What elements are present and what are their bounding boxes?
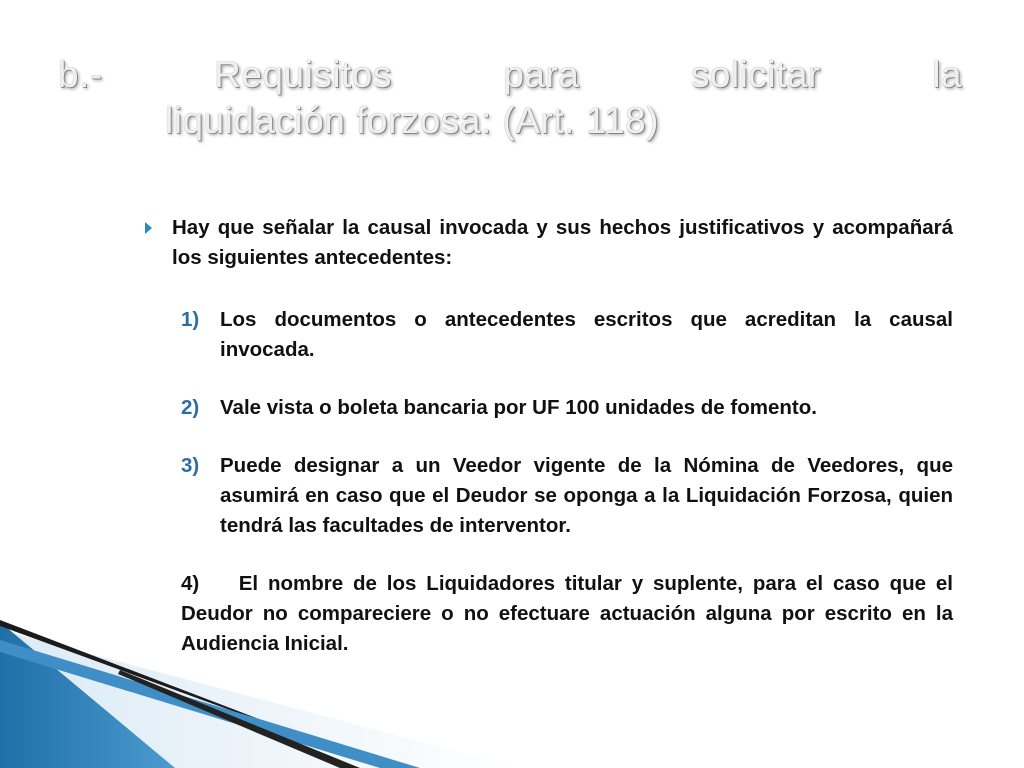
title-word: Requisitos — [214, 54, 392, 95]
slide-title — [58, 52, 962, 144]
numbered-item-2 — [181, 393, 953, 423]
numbered-item-3 — [181, 451, 953, 541]
item-number: 2) — [181, 396, 200, 419]
item-text: Los documentos o antecedentes escritos que acreditan la causal invocada. — [220, 308, 953, 361]
numbered-item-1 — [181, 305, 953, 365]
item-number: 3) — [181, 454, 200, 477]
title-prefix: b.- — [58, 54, 103, 95]
bullet-text: Hay que señalar la causal invocada y sus hechos justificativos y acompañará los siguientes antecedentes: — [172, 216, 953, 269]
item-number: 1) — [181, 308, 200, 331]
triangle-bullet-icon — [145, 222, 152, 234]
title-line-1 — [58, 52, 962, 98]
bullet-item — [145, 213, 953, 273]
title-word: la — [932, 54, 962, 95]
item-text: Puede designar a un Veedor vigente de la Nómina de Veedores, que asumirá en caso que el Deudor se oponga a la Liquidación Forzosa, quien tendrá las facultades de interventor. — [220, 454, 953, 537]
title-word: solicitar — [690, 54, 821, 95]
title-word: para — [503, 54, 580, 95]
slide-body — [145, 213, 953, 659]
item-text: Vale vista o boleta bancaria por UF 100 unidades de fomento. — [220, 396, 817, 419]
numbered-item-4: 4) El nombre de los Liquidadores titular y suplente, para el caso que el Deudor no compareciere o no efectuare actuación alguna por escrito en la Audiencia Inicial. — [181, 572, 953, 655]
title-line-2: liquidación forzosa: (Art. 118) — [165, 100, 659, 141]
